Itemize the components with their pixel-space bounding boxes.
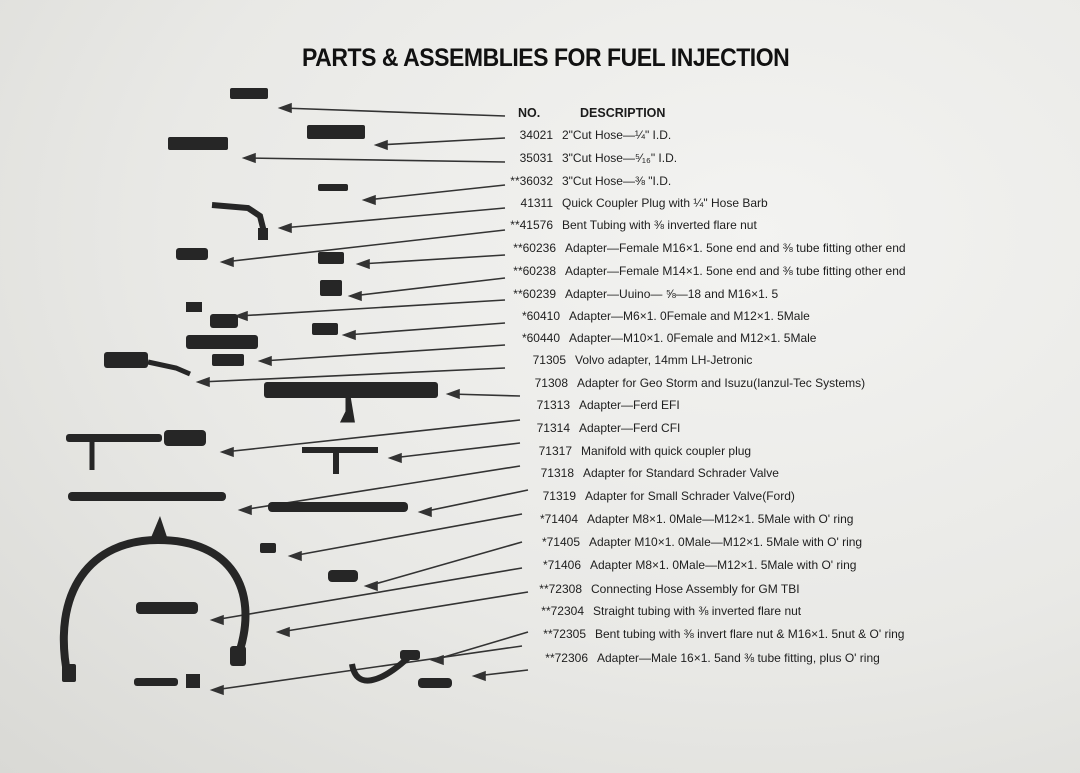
part-number: 71318 <box>540 466 574 480</box>
part-drawings <box>62 88 452 688</box>
part-number: 34021 <box>519 128 553 142</box>
part-description: Adapter—Ferd EFI <box>579 398 680 412</box>
part-description: Straight tubing with ⅜ inverted flare nut <box>593 604 802 618</box>
part-description: Adapter—Ferd CFI <box>579 421 681 435</box>
part-description: Adapter for Small Schrader Valve(Ford) <box>585 489 795 503</box>
part-description: Adapter M8×1. 0Male—M12×1. 5Male with O' ring <box>590 558 857 572</box>
part-number: **60239 <box>513 287 556 301</box>
part-number: **36032 <box>510 174 553 188</box>
part-number: 71317 <box>538 444 572 458</box>
part-description: Connecting Hose Assembly for GM TBI <box>591 582 800 596</box>
part-description: Adapter—M6×1. 0Female and M12×1. 5Male <box>569 309 810 323</box>
part-description: Adapter for Geo Storm and Isuzu(Ianzul-Tec Systems) <box>577 376 866 390</box>
part-number: 71305 <box>532 353 566 367</box>
part-description: Bent Tubing with ⅜ inverted flare nut <box>562 218 757 232</box>
part-description: Adapter—Female M14×1. 5one end and ⅜ tube fitting other end <box>565 264 906 278</box>
part-number: 41311 <box>520 196 553 210</box>
part-number: **72308 <box>539 582 582 596</box>
part-number: **72305 <box>543 627 586 641</box>
part-number: **60238 <box>513 264 556 278</box>
column-header-no: NO. <box>518 106 541 120</box>
part-number: **72306 <box>545 651 588 665</box>
column-header-description: DESCRIPTION <box>580 106 666 120</box>
part-number: 71319 <box>542 489 576 503</box>
part-number: *60440 <box>521 331 560 345</box>
part-description: Adapter—Uuino— ⅝—18 and M16×1. 5 <box>565 287 779 301</box>
part-number: **60236 <box>513 241 556 255</box>
part-number: 71314 <box>536 421 570 435</box>
page-title: PARTS & ASSEMBLIES FOR FUEL INJECTION <box>302 44 790 72</box>
part-number: 71308 <box>534 376 568 390</box>
part-number: *71406 <box>542 558 581 572</box>
part-description: Adapter M10×1. 0Male—M12×1. 5Male with O' ring <box>589 535 863 549</box>
part-description: Adapter for Standard Schrader Valve <box>583 466 779 480</box>
part-description: Adapter—Female M16×1. 5one end and ⅜ tube fitting other end <box>565 241 906 255</box>
part-description: Adapter M8×1. 0Male—M12×1. 5Male with O' ring <box>587 512 854 526</box>
part-description: 3"Cut Hose—⁵⁄₁₆" I.D. <box>562 151 678 165</box>
part-number: **72304 <box>541 604 584 618</box>
part-number: 71313 <box>536 398 570 412</box>
part-description: Adapter—M10×1. 0Female and M12×1. 5Male <box>569 331 817 345</box>
part-description: Adapter—Male 16×1. 5and ⅜ tube fitting, plus O' ring <box>597 651 880 665</box>
part-description: 2"Cut Hose—¼" I.D. <box>562 128 672 142</box>
part-description: Quick Coupler Plug with ¼" Hose Barb <box>562 196 768 210</box>
part-description: Bent tubing with ⅜ invert flare nut & M16×1. 5nut & O' ring <box>595 627 905 641</box>
part-description: Volvo adapter, 14mm LH-Jetronic <box>575 353 753 367</box>
part-number: 35031 <box>519 151 553 165</box>
part-number: *60410 <box>521 309 560 323</box>
part-number: **41576 <box>510 218 553 232</box>
part-number: *71404 <box>539 512 578 526</box>
part-description: Manifold with quick coupler plug <box>581 444 752 458</box>
part-description: 3"Cut Hose—⅜ "I.D. <box>562 174 672 188</box>
part-number: *71405 <box>541 535 580 549</box>
